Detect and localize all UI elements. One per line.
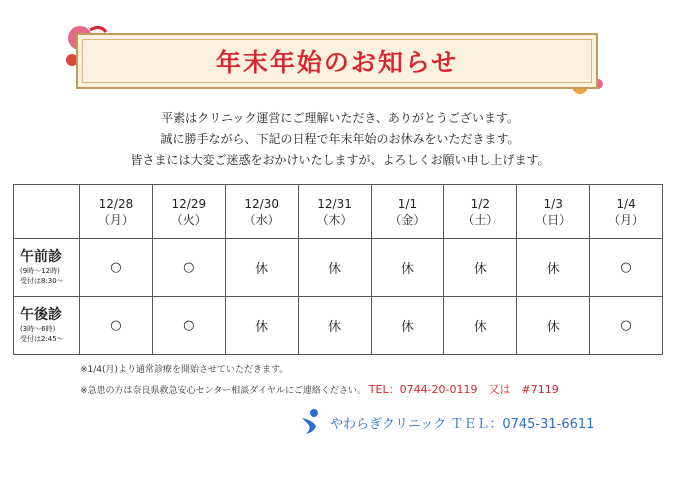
date-cell: 1/2 （土） xyxy=(444,185,517,239)
emergency-tel: TEL：0744-20-0119 又は #7119 xyxy=(368,383,559,396)
intro-line: 誠に勝手ながら、下記の日程で年末年始のお休みをいただきます。 xyxy=(160,132,520,146)
afternoon-row xyxy=(14,297,663,355)
status-cell: 休 xyxy=(298,297,371,355)
date-cell: 12/30 （水） xyxy=(225,185,298,239)
date-cell: 12/28 （月） xyxy=(80,185,153,239)
page-title: 年末年始のお知らせ xyxy=(215,48,459,77)
note-emergency-text: ※急患の方は奈良県救急安心センター相談ダイヤルにご連絡ください。 xyxy=(80,386,366,396)
afternoon-label-cell: 午後診 (3時～6時) 受付は2:45～ xyxy=(14,297,80,355)
status-cell: 休 xyxy=(225,239,298,297)
morning-row xyxy=(14,239,663,297)
date-cell: 12/29 （火） xyxy=(152,185,225,239)
date-cell: 1/4 （月） xyxy=(590,185,663,239)
morning-label-cell: 午前診 (9時～12時) 受付は8:30～ xyxy=(14,239,80,297)
schedule-table xyxy=(13,184,663,355)
status-cell: 休 xyxy=(517,297,590,355)
title-banner xyxy=(76,33,598,89)
status-cell: 休 xyxy=(371,297,444,355)
schedule-header-row xyxy=(14,185,663,239)
intro-line: 平素はクリニック運営にご理解いただき、ありがとうございます。 xyxy=(161,111,519,125)
clinic-logo-icon xyxy=(298,408,324,436)
date-cell: 1/1 （金） xyxy=(371,185,444,239)
intro-line: 皆さまには大変ご迷惑をおかけいたしますが、よろしくお願い申し上げます。 xyxy=(130,153,550,167)
status-cell: 休 xyxy=(371,239,444,297)
date-cell: 1/3 （日） xyxy=(517,185,590,239)
header-corner-cell xyxy=(14,185,80,239)
status-cell: ○ xyxy=(80,239,153,297)
clinic-footer xyxy=(298,406,638,438)
status-cell: 休 xyxy=(517,239,590,297)
note-emergency xyxy=(80,381,559,397)
intro-text xyxy=(0,108,680,171)
status-cell: ○ xyxy=(80,297,153,355)
status-cell: ○ xyxy=(590,239,663,297)
status-cell: ○ xyxy=(152,239,225,297)
status-cell: ○ xyxy=(152,297,225,355)
status-cell: 休 xyxy=(444,239,517,297)
clinic-name-tel: やわらぎクリニック ＴＥＬ：0745-31-6611 xyxy=(330,416,595,432)
status-cell: ○ xyxy=(590,297,663,355)
status-cell: 休 xyxy=(298,239,371,297)
status-cell: 休 xyxy=(444,297,517,355)
status-cell: 休 xyxy=(225,297,298,355)
note-resume: ※1/4(月)より通常診療を開始させていただきます。 xyxy=(80,365,289,375)
date-cell: 12/31 （木） xyxy=(298,185,371,239)
